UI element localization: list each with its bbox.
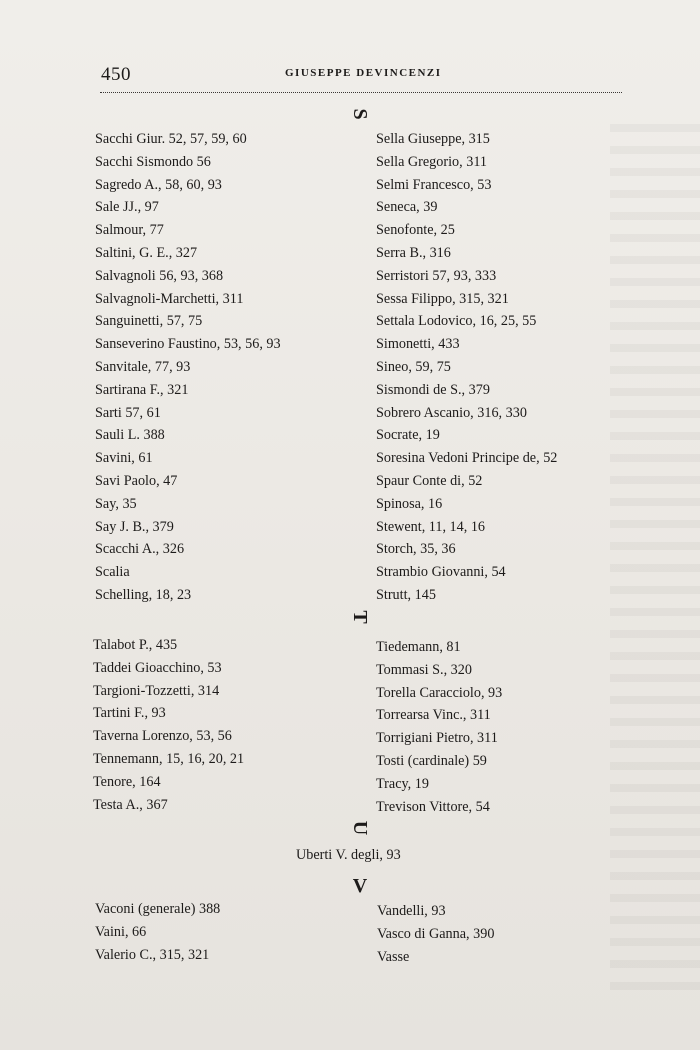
index-column-v-left <box>95 898 220 966</box>
index-entry: Sella Gregorio, 311 <box>376 153 487 170</box>
index-entry: Sanseverino Faustino, 53, 56, 93 <box>95 336 281 353</box>
index-entry: Serristori 57, 93, 333 <box>376 267 497 284</box>
index-entry: Tommasi S., 320 <box>376 661 472 678</box>
index-entry: Say, 35 <box>95 495 137 512</box>
index-entry: Saltini, G. E., 327 <box>95 244 198 261</box>
index-entry: Strambio Giovanni, 54 <box>376 564 506 581</box>
index-entry: Trevison Vittore, 54 <box>376 798 490 815</box>
index-entry: Torrigiani Pietro, 311 <box>376 730 498 747</box>
index-entry: Sanguinetti, 57, 75 <box>95 313 203 330</box>
index-entry: Vandelli, 93 <box>377 903 446 919</box>
index-entry: Savini, 61 <box>95 450 153 467</box>
section-letter-v: V <box>352 875 368 897</box>
index-entry: Targioni-Tozzetti, 314 <box>93 682 220 699</box>
index-entry: Say J. B., 379 <box>95 518 174 535</box>
index-entry: Scacchi A., 326 <box>95 541 185 558</box>
index-column-t-left <box>93 634 244 816</box>
index-entry: Sacchi Giur. 52, 57, 59, 60 <box>95 131 247 147</box>
index-entry: Senofonte, 25 <box>376 222 455 239</box>
index-entry: Socrate, 19 <box>376 427 440 444</box>
section-letter-s: S <box>349 108 371 120</box>
index-entry: Sartirana F., 321 <box>95 381 189 398</box>
index-entry: Soresina Vedoni Principe de, 52 <box>376 450 558 467</box>
running-head: GIUSEPPE DEVINCENZI <box>285 67 442 79</box>
index-entry: Vasco di Ganna, 390 <box>377 925 495 942</box>
index-entry: Vaconi (generale) 388 <box>95 901 221 917</box>
index-entry: Tosti (cardinale) 59 <box>376 752 487 769</box>
index-entry: Tennemann, 15, 16, 20, 21 <box>93 750 245 767</box>
index-entry: Savi Paolo, 47 <box>95 472 178 489</box>
index-column-v-right <box>377 900 494 968</box>
index-entry: Sarti 57, 61 <box>95 404 161 421</box>
index-entry: Storch, 35, 36 <box>376 541 456 558</box>
index-entry: Sismondi de S., 379 <box>376 381 490 398</box>
index-entry: Spaur Conte di, 52 <box>376 472 483 489</box>
index-entry: Torella Caracciolo, 93 <box>376 684 503 701</box>
index-entry: Salvagnoli-Marchetti, 311 <box>95 290 244 307</box>
index-entry: Selmi Francesco, 53 <box>376 176 492 193</box>
index-column-t-right <box>376 636 502 818</box>
index-column-s-left <box>95 128 281 607</box>
index-entry: Spinosa, 16 <box>376 495 443 512</box>
index-entry: Sale JJ., 97 <box>95 199 159 216</box>
index-entry: Torrearsa Vinc., 311 <box>376 707 491 724</box>
index-entry-uberti: Uberti V. degli, 93 <box>296 847 401 863</box>
index-entry: Sessa Filippo, 315, 321 <box>376 290 509 307</box>
section-letter-t: T <box>349 610 371 624</box>
index-entry: Sagredo A., 58, 60, 93 <box>95 176 222 193</box>
index-entry: Scalia <box>95 564 130 581</box>
index-entry: Sauli L. 388 <box>95 427 165 444</box>
index-entry: Sineo, 59, 75 <box>376 358 451 375</box>
index-entry: Sobrero Ascanio, 316, 330 <box>376 404 527 421</box>
index-entry: Taverna Lorenzo, 53, 56 <box>93 728 232 745</box>
index-entry: Vasse <box>377 948 410 965</box>
index-entry: Vaini, 66 <box>95 923 147 940</box>
index-entry: Sacchi Sismondo 56 <box>95 153 211 170</box>
index-entry: Tiedemann, 81 <box>376 639 461 655</box>
index-entry: Tracy, 19 <box>376 775 429 792</box>
index-entry: Strutt, 145 <box>376 586 436 603</box>
index-entry: Taddei Gioacchino, 53 <box>93 659 222 676</box>
index-entry: Schelling, 18, 23 <box>95 586 192 603</box>
page-number: 450 <box>101 64 131 85</box>
index-entry: Serra B., 316 <box>376 244 451 261</box>
index-entry: Salmour, 77 <box>95 222 164 239</box>
index-entry: Stewent, 11, 14, 16 <box>376 518 486 535</box>
header-rule <box>100 92 622 93</box>
index-entry: Salvagnoli 56, 93, 368 <box>95 267 224 284</box>
index-entry: Tartini F., 93 <box>93 705 166 722</box>
index-column-s-right <box>376 128 557 607</box>
show-through-shadow <box>610 110 700 990</box>
index-entry: Settala Lodovico, 16, 25, 55 <box>376 313 537 330</box>
index-entry: Testa A., 367 <box>93 796 168 813</box>
index-entry: Sella Giuseppe, 315 <box>376 131 490 147</box>
index-entry: Seneca, 39 <box>376 199 438 216</box>
index-entry: Talabot P., 435 <box>93 637 178 653</box>
index-entry: Sanvitale, 77, 93 <box>95 358 191 375</box>
index-entry: Simonetti, 433 <box>376 336 460 353</box>
index-entry: Valerio C., 315, 321 <box>95 946 210 963</box>
index-entry: Tenore, 164 <box>93 773 161 790</box>
section-letter-u: U <box>349 820 371 836</box>
